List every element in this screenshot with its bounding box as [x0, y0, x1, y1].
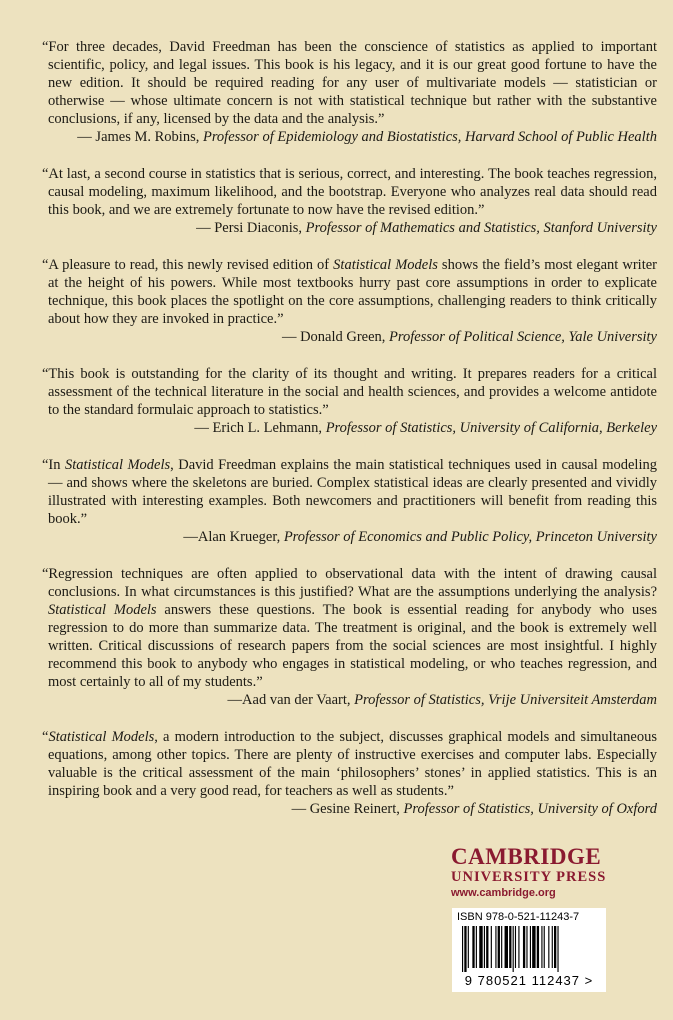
barcode-bar — [544, 926, 545, 968]
blurb-quote — [42, 456, 657, 528]
barcode-bar — [526, 926, 527, 968]
barcode-bar — [518, 926, 519, 968]
blurb-van-der-vaart — [42, 565, 657, 709]
attribution-title: Professor of Economics and Public Policy, Princeton University — [283, 529, 657, 545]
quote-text-post: , a modern introduction to the subject, discusses graphical models and simultaneous equations, among other topics. There are plenty of instructive exercises and computer labs. Especially valuable is the critical assessment of the main ‘philosophers’ stones’ in applied statistics. This is an inspiring book and a very good read, for teachers as well as students.” — [48, 729, 657, 799]
barcode-bars — [456, 926, 602, 972]
quote-text-pre: “ — [42, 729, 49, 745]
blurb-robins — [42, 38, 657, 146]
blurb-lehmann — [42, 365, 657, 437]
blurb-reinert — [42, 728, 657, 818]
blurb-quote — [42, 256, 657, 328]
book-title-emphasis: Statistical Models — [48, 602, 157, 618]
blurb-quote — [42, 565, 657, 691]
barcode-bar — [491, 926, 492, 968]
quote-text-pre: “A pleasure to read, this newly revised edition of — [42, 257, 334, 273]
barcode-bar — [505, 926, 508, 968]
blurb-attribution — [48, 128, 657, 146]
blurb-quote: “At last, a second course in statistics that is serious, correct, and interesting. The book teaches regression, causal modeling, maximum likelihood, and the bootstrap. Everyone who analyzes real data should read this book, and we are extremely fortunate to now have the revised edition.” — [42, 166, 657, 218]
barcode-bar — [501, 926, 502, 968]
blurb-quote: “For three decades, David Freedman has been the conscience of statistics as applied to important scientific, policy, and legal issues. This book is his legacy, and it is our great good fortune to have the new edition. It should be required reading for any user of multivariate models — statistician or otherwise — whose ultimate concern is not with statistical technique but rather with the substantive conclusions, if any, licensed by the data and the analysis.” — [42, 39, 657, 127]
attribution-name: — Donald Green, — [281, 329, 390, 345]
attribution-title: Professor of Statistics, University of California, Berkeley — [325, 420, 657, 436]
quote-text-post: , David Freedman explains the main statistical techniques used in causal modeling — and shows where the skeletons are buried. Complex statistical ideas are clearly presented and vividly illustrated with interesting examples. Both newcomers and practitioners will benefit from reading this book.” — [48, 457, 657, 527]
endorsements — [42, 38, 657, 837]
barcode-bar — [554, 926, 556, 968]
blurb-attribution — [48, 528, 657, 546]
attribution-name: — Gesine Reinert, — [291, 801, 404, 817]
barcode-bar — [530, 926, 531, 968]
barcode-bar — [541, 926, 542, 968]
attribution-name: — Erich L. Lehmann, — [194, 420, 326, 436]
barcode-bar — [472, 926, 474, 968]
barcode-bar — [552, 926, 553, 968]
attribution-name: — Persi Diaconis, — [196, 220, 306, 236]
publisher-name: CAMBRIDGE — [451, 844, 602, 869]
book-title-emphasis: Statistical Models — [64, 457, 171, 473]
barcode-bar — [484, 926, 485, 968]
barcode-bar — [486, 926, 488, 968]
barcode-bar — [495, 926, 496, 968]
quote-text-post: shows the field’s most elegant writer at the height of his powers. While most textbooks hurry past core assumptions in order to explicate technique, this book places the spotlight on the core assumptions, challenging readers to think critically about how they are invoked in practice.” — [48, 257, 657, 327]
barcode-digits: 9 780521 112437 > — [464, 973, 594, 988]
blurb-quote — [42, 728, 657, 800]
blurb-attribution — [48, 219, 657, 237]
barcode-bar — [557, 926, 558, 972]
attribution-name: —Aad van der Vaart, — [227, 692, 355, 708]
blurb-quote: “This book is outstanding for the clarity of its thought and writing. It prepares readers for a critical assessment of the technical literature in the social and health sciences, and provides a welcome antidote to the standard formulaic approach to statistics.” — [42, 366, 657, 418]
barcode-bar — [548, 926, 549, 968]
quote-text-post: answers these questions. The book is essential reading for anybody who uses regression to do more than summarize data. The treatment is original, and the book is extremely well written. Critical discussions of research papers from the social sciences are most insightful. I highly recommend this book to anybody who engages in statistical modeling, or who teaches regression, and most certainly to all of my students.” — [48, 602, 657, 690]
attribution-title: Professor of Statistics, University of Oxford — [403, 801, 657, 817]
attribution-title: Professor of Mathematics and Statistics, Stanford University — [305, 220, 657, 236]
attribution-title: Professor of Statistics, Vrije Universiteit Amsterdam — [354, 692, 657, 708]
publisher-logo — [451, 845, 621, 901]
barcode-bar — [498, 926, 500, 968]
barcode-bar — [479, 926, 482, 968]
book-title-emphasis: Statistical Models — [48, 729, 155, 745]
blurb-green — [42, 256, 657, 346]
isbn-barcode — [452, 908, 606, 992]
quote-text-pre: “In — [42, 457, 65, 473]
attribution-title: Professor of Epidemiology and Biostatistics, Harvard School of Public Health — [202, 129, 657, 145]
barcode-bar — [462, 926, 463, 972]
blurb-attribution — [48, 800, 657, 818]
barcode-bar — [464, 926, 466, 972]
attribution-name: — James M. Robins, — [77, 129, 203, 145]
barcode-bar — [537, 926, 539, 968]
blurb-attribution — [48, 328, 657, 346]
blurb-attribution — [48, 691, 657, 709]
barcode-bar — [532, 926, 535, 968]
attribution-name: —Alan Krueger, — [183, 529, 284, 545]
publisher-subtitle: UNIVERSITY PRESS — [451, 869, 607, 885]
isbn-label: ISBN 978-0-521-11243-7 — [457, 911, 580, 923]
barcode-bar — [515, 926, 516, 968]
attribution-title: Professor of Political Science, Yale University — [389, 329, 657, 345]
blurb-diaconis — [42, 165, 657, 237]
publisher-url: www.cambridge.org — [451, 887, 556, 899]
barcode-bar — [476, 926, 477, 968]
book-title-emphasis: Statistical Models — [333, 257, 438, 273]
barcode-bar — [523, 926, 525, 968]
barcode-bar — [509, 926, 511, 968]
blurb-attribution — [48, 419, 657, 437]
barcode-bar — [468, 926, 469, 968]
barcode-bar — [513, 926, 514, 972]
quote-text-pre: “Regression techniques are often applied to observational data with the intent of drawing causal conclusions. In what circumstances is this justified? What are the assumptions underlying the analysis? — [42, 566, 657, 600]
blurb-krueger — [42, 456, 657, 546]
